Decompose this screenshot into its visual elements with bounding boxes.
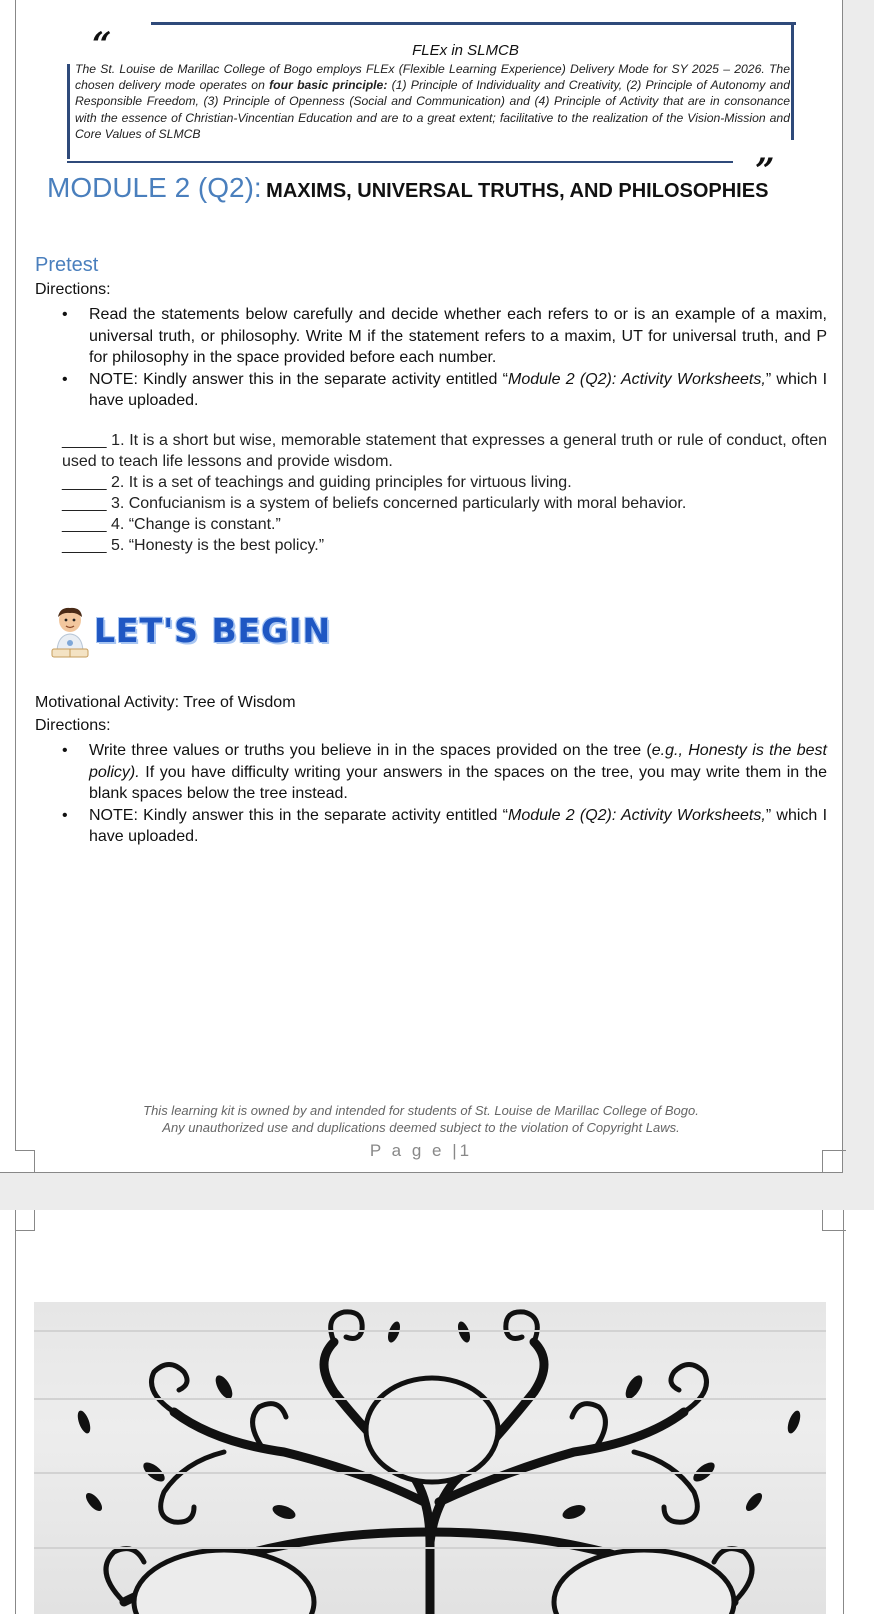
pretest-item: _____ 1. It is a short but wise, memorable statement that expresses a general truth or rule of conduct, often used to teach life lessons and provide wisdom.	[62, 432, 827, 470]
margin-line	[15, 0, 16, 1150]
banner-title: FLEx in SLMCB	[412, 42, 519, 59]
pretest-item: _____ 4. “Change is constant.”	[62, 516, 281, 533]
wood-grain	[34, 1330, 826, 1332]
module-label: MODULE 2 (Q2):	[47, 172, 262, 203]
bullet-text: Read the statements below carefully and decide whether each refers to or is an example of a maxim, universal truth, or philosophy. Write M if the statement refers to a maxim, UT for universal truth, and P for philosophy in the space provided before each number.	[89, 306, 827, 366]
banner-border-right	[791, 22, 794, 140]
pretest-items	[62, 430, 827, 556]
crop-mark	[15, 1230, 35, 1231]
banner-body	[75, 61, 790, 159]
page-label: P a g e	[369, 1141, 445, 1160]
motivational-directions-label: Directions:	[35, 717, 111, 734]
footer-line: Any unauthorized use and duplications deemed subject to the violation of Copyright Laws.	[162, 1120, 680, 1135]
pretest-item: _____ 5. “Honesty is the best policy.”	[62, 537, 325, 554]
tree-of-wisdom-image	[34, 1302, 826, 1614]
page-number-value: 1	[459, 1141, 473, 1160]
banner-border-top	[151, 22, 796, 25]
banner-body-text: (1) Principle of Individuality and Creativity, (2) Principle of Autonomy and Responsible Freedom, (3) Principle of Openness (Social and Communication) and (4) Principle of Activity that are in consonance with the essence of Christian-Vincentian Education and are to a great extent; facilitative to the realization of the Vision-Mission and Core Values of SLMCB	[75, 78, 790, 141]
crop-mark	[822, 1210, 823, 1231]
page-footer	[0, 1102, 842, 1136]
wood-grain	[34, 1472, 826, 1474]
list-item	[62, 740, 827, 805]
bullet-text-italic: Module 2 (Q2): Activity Worksheets,	[508, 806, 766, 824]
bullet-text: Write three values or truths you believe in in the spaces provided on the tree (	[89, 742, 652, 759]
banner-border-bottom	[67, 161, 733, 163]
lets-begin-title: LET'S BEGIN	[94, 611, 332, 650]
module-title	[47, 172, 768, 204]
footer-line: This learning kit is owned by and intended for students of St. Louise de Marillac College of Bogo.	[143, 1103, 699, 1118]
motivational-directions-list	[62, 740, 827, 848]
banner-body-bold: four basic principle:	[269, 78, 388, 93]
bullet-text: If you have difficulty writing your answers in the spaces on the tree, you may write them in the blank spaces below the tree instead.	[89, 763, 827, 802]
pretest-item: _____ 2. It is a set of teachings and guiding principles for virtuous living.	[62, 474, 572, 491]
list-item	[62, 304, 827, 369]
crop-mark	[34, 1210, 35, 1231]
wood-grain	[34, 1398, 826, 1400]
bullet-text: NOTE: Kindly answer this in the separate activity entitled “	[89, 370, 508, 388]
pretest-directions-list	[62, 304, 827, 412]
bullet-text-italic: e.g., Honesty is the best policy).	[89, 742, 827, 781]
margin-line	[15, 1210, 16, 1614]
pretest-heading: Pretest	[35, 254, 99, 276]
bullet-text: ” which I have uploaded.	[89, 370, 828, 409]
margin-line	[843, 1210, 844, 1614]
student-reading-icon	[48, 605, 92, 661]
pretest-item: _____ 3. Confucianism is a system of beliefs concerned particularly with moral behavior.	[62, 495, 687, 512]
module-heading: MAXIMS, UNIVERSAL TRUTHS, AND PHILOSOPHIES	[266, 180, 769, 202]
banner-body-text: The St. Louise de Marillac College of Bogo employs FLEx (Flexible Learning Experience) Delivery Mode for SY 2025 – 2026. The chosen delivery mode operates on	[75, 62, 790, 93]
bullet-text: ” which I have uploaded.	[89, 806, 828, 845]
list-item	[62, 369, 827, 412]
banner-border-left	[67, 64, 70, 159]
list-item	[62, 805, 827, 848]
page-number: P a g e |1	[369, 1141, 473, 1160]
bullet-text: NOTE: Kindly answer this in the separate activity entitled “	[89, 806, 508, 824]
bullet-text-italic: Module 2 (Q2): Activity Worksheets,	[508, 370, 766, 388]
tree-illustration	[34, 1302, 826, 1614]
wood-grain	[34, 1547, 826, 1549]
close-quote-icon: ”	[755, 151, 775, 191]
motivational-heading: Motivational Activity: Tree of Wisdom	[35, 694, 296, 711]
pretest-directions-label: Directions:	[35, 281, 111, 298]
lets-begin-banner	[48, 605, 332, 661]
open-quote-icon: “	[92, 25, 112, 65]
